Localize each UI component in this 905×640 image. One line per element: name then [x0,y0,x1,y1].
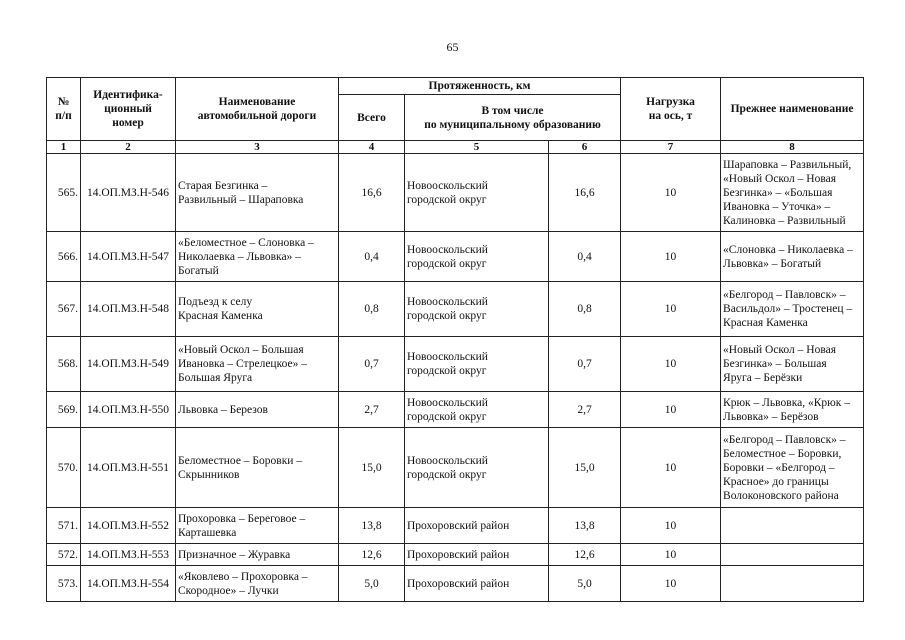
table-body [47,154,864,602]
table-row [47,566,864,602]
table-header [47,78,864,154]
table-row [47,392,864,428]
road-identifier: 14.ОП.МЗ.Н-552 [81,508,176,544]
previous-name [721,508,864,544]
header-number: № п/п [47,78,81,141]
road-name: «Яковлево – Прохоровка – Скородное» – Лучки [176,566,339,602]
axle-load: 10 [621,566,721,602]
road-identifier: 14.ОП.МЗ.Н-549 [81,337,176,392]
roads-table [46,77,864,602]
header-total: Всего [339,95,405,141]
row-number: 570. [47,428,81,508]
header-length-group: Протяженность, км [339,78,621,95]
header-identifier: Идентифика- ционный номер [81,78,176,141]
municipality: Новооскольский городской округ [405,392,549,428]
municipality: Новооскольский городской округ [405,232,549,282]
axle-load: 10 [621,508,721,544]
column-index: 3 [176,141,339,154]
axle-load: 10 [621,428,721,508]
axle-load: 10 [621,337,721,392]
road-identifier: 14.ОП.МЗ.Н-550 [81,392,176,428]
municipality-length: 2,7 [549,392,621,428]
municipality-length: 0,7 [549,337,621,392]
municipality-length: 5,0 [549,566,621,602]
previous-name [721,544,864,566]
column-index: 2 [81,141,176,154]
header-axle-load: Нагрузка на ось, т [621,78,721,141]
previous-name [721,566,864,602]
header-by-municipality: В том числе по муниципальному образованию [405,95,621,141]
previous-name: Крюк – Львовка, «Крюк – Львовка» – Берёзов [721,392,864,428]
road-name: Подъезд к селу Красная Каменка [176,282,339,337]
axle-load: 10 [621,544,721,566]
column-index: 1 [47,141,81,154]
column-index-row [47,141,864,154]
road-identifier: 14.ОП.МЗ.Н-548 [81,282,176,337]
row-number: 571. [47,508,81,544]
table-row [47,428,864,508]
column-index: 5 [405,141,549,154]
road-identifier: 14.ОП.МЗ.Н-553 [81,544,176,566]
municipality: Новооскольский городской округ [405,154,549,232]
table-row [47,282,864,337]
row-number: 569. [47,392,81,428]
municipality-length: 13,8 [549,508,621,544]
municipality: Прохоровский район [405,508,549,544]
road-name: Призначное – Журавка [176,544,339,566]
header-road-name: Наименование автомобильной дороги [176,78,339,141]
road-name: «Беломестное – Слоновка – Николаевка – Львовка» – Богатый [176,232,339,282]
municipality-length: 0,8 [549,282,621,337]
row-number: 568. [47,337,81,392]
total-length: 12,6 [339,544,405,566]
road-name: Беломестное – Боровки – Скрынников [176,428,339,508]
total-length: 0,7 [339,337,405,392]
previous-name: «Новый Оскол – Новая Безгинка» – Большая Яруга – Берёзки [721,337,864,392]
table-row [47,508,864,544]
road-name: Старая Безгинка – Развильный – Шараповка [176,154,339,232]
axle-load: 10 [621,392,721,428]
total-length: 0,4 [339,232,405,282]
table-row [47,337,864,392]
road-name: «Новый Оскол – Большая Ивановка – Стрелецкое» – Большая Яруга [176,337,339,392]
previous-name: «Слоновка – Николаевка – Львовка» – Богатый [721,232,864,282]
municipality: Прохоровский район [405,544,549,566]
municipality-length: 12,6 [549,544,621,566]
row-number: 573. [47,566,81,602]
axle-load: 10 [621,282,721,337]
municipality: Прохоровский район [405,566,549,602]
table-row [47,544,864,566]
municipality-length: 0,4 [549,232,621,282]
municipality-length: 15,0 [549,428,621,508]
previous-name: «Белгород – Павловск» – Беломестное – Боровки, Боровки – «Белгород – Красное» до границы Волоконовского района [721,428,864,508]
table-row [47,232,864,282]
road-identifier: 14.ОП.МЗ.Н-554 [81,566,176,602]
column-index: 7 [621,141,721,154]
axle-load: 10 [621,154,721,232]
road-name: Львовка – Березов [176,392,339,428]
row-number: 572. [47,544,81,566]
axle-load: 10 [621,232,721,282]
total-length: 5,0 [339,566,405,602]
row-number: 566. [47,232,81,282]
column-index: 6 [549,141,621,154]
previous-name: «Белгород – Павловск» – Васильдол» – Тростенец – Красная Каменка [721,282,864,337]
previous-name: Шараповка – Развильный, «Новый Оскол – Новая Безгинка» – «Большая Ивановка – Уточка» – Калиновка – Развильный [721,154,864,232]
page-number: 65 [446,40,459,54]
row-number: 567. [47,282,81,337]
total-length: 13,8 [339,508,405,544]
total-length: 2,7 [339,392,405,428]
road-identifier: 14.ОП.МЗ.Н-546 [81,154,176,232]
header-previous-name: Прежнее наименование [721,78,864,141]
table-row [47,154,864,232]
column-index: 4 [339,141,405,154]
total-length: 15,0 [339,428,405,508]
municipality: Новооскольский городской округ [405,428,549,508]
road-identifier: 14.ОП.МЗ.Н-547 [81,232,176,282]
municipality: Новооскольский городской округ [405,337,549,392]
row-number: 565. [47,154,81,232]
total-length: 16,6 [339,154,405,232]
municipality-length: 16,6 [549,154,621,232]
municipality: Новооскольский городской округ [405,282,549,337]
road-name: Прохоровка – Береговое – Карташевка [176,508,339,544]
column-index: 8 [721,141,864,154]
total-length: 0,8 [339,282,405,337]
road-identifier: 14.ОП.МЗ.Н-551 [81,428,176,508]
